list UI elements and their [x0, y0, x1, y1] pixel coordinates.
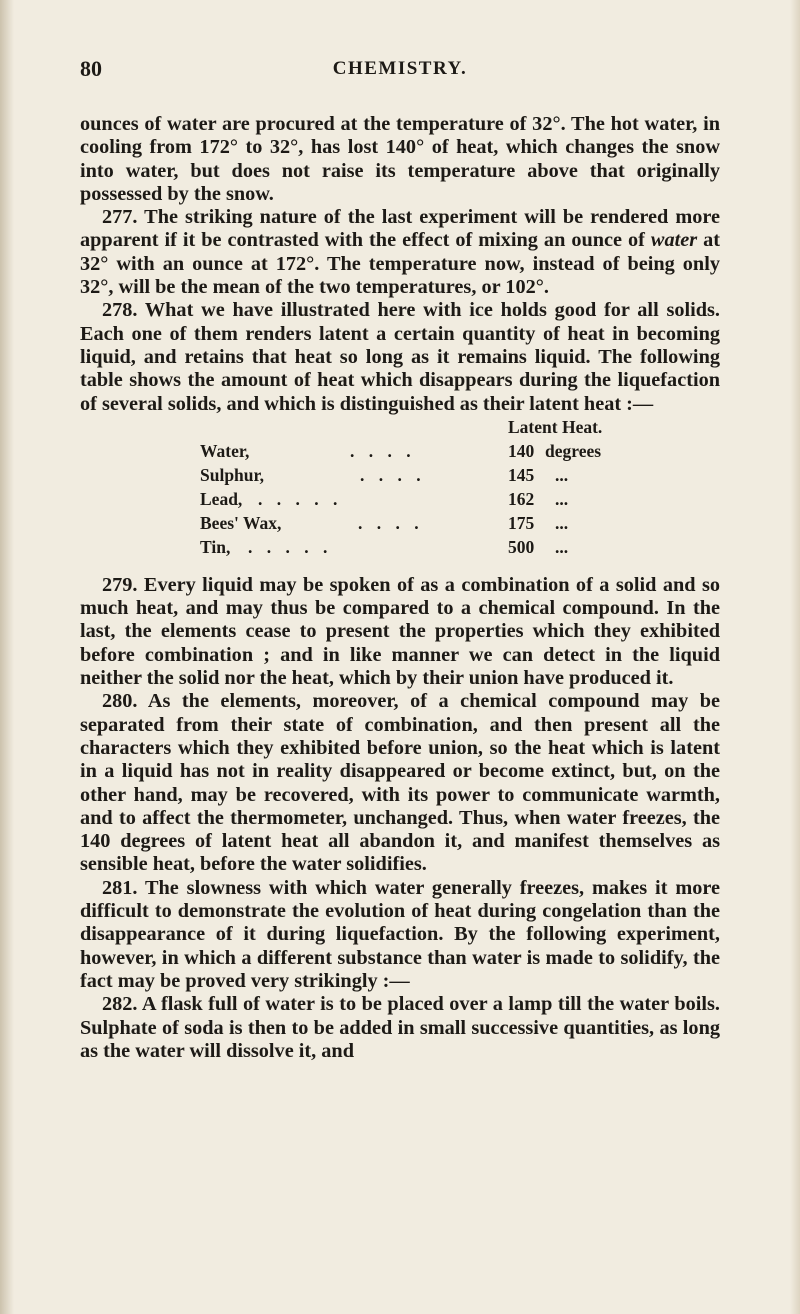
table-cell-unit: ...	[555, 512, 569, 533]
table-row	[200, 537, 720, 557]
table-cell-substance: Lead,	[200, 488, 243, 509]
body-text	[80, 113, 720, 1063]
paragraph-277	[80, 206, 720, 299]
table-row	[200, 465, 720, 485]
table-cell-substance: Sulphur,	[200, 464, 265, 485]
table-cell-substance: Water,	[200, 440, 250, 461]
paragraph-279: 279. Every liquid may be spoken of as a combination of a solid and so much heat, and may thus be compared to a chemical compound. In the last, the elements cease to present the properties which they exhibited before combination ; and in like manner we can detect in the liquid neither the solid nor the heat, which by their union have produced it.	[80, 573, 720, 690]
paragraph-280: 280. As the elements, moreover, of a chemical compound may be separated from their state of combination, and then present all the characters which they exhibited before union, so the heat which is latent in a liquid has not in reality disappeared or become extinct, but, on the other hand, may be recovered, with its power to communicate warmth, and to affect the thermometer, unchanged. Thus, when water freezes, the 140 degrees of latent heat all abandon it, and manifest themselves as sensible heat, before the water solidifies.	[80, 690, 720, 876]
page-header	[80, 56, 720, 86]
table-cell-unit: degrees	[545, 440, 602, 461]
table-row	[200, 489, 720, 509]
table-header: Latent Heat.	[508, 416, 603, 437]
table-leader-dots: . . . . .	[258, 488, 343, 509]
page-number: 80	[80, 56, 102, 81]
latent-heat-table	[80, 417, 720, 567]
table-cell-value: 162	[508, 488, 535, 509]
table-row	[200, 441, 720, 461]
table-leader-dots: . . . .	[358, 512, 424, 533]
table-row	[200, 513, 720, 533]
table-cell-value: 500	[508, 536, 535, 557]
table-cell-unit: ...	[555, 536, 569, 557]
paragraph-278: 278. What we have illustrated here with ice holds good for all solids. Each one of them renders latent a certain quantity of heat in becoming liquid, and retains that heat so long as it remains liquid. The following table shows the amount of heat which disappears during the liquefaction of several solids, and which is distinguished as their latent heat :—	[80, 299, 720, 415]
paragraph-277-emphasis: water	[650, 229, 698, 252]
table-cell-substance: Bees' Wax,	[200, 512, 282, 533]
table-cell-substance: Tin,	[200, 536, 231, 557]
table-cell-unit: ...	[555, 464, 569, 485]
table-cell-value: 140	[508, 440, 535, 461]
paragraph-intro: ounces of water are procured at the temperature of 32°. The hot water, in cooling from 172° to 32°, has lost 140° of heat, which changes the snow into water, but does not raise its temperature above that originally possessed by the snow.	[80, 113, 720, 205]
paragraph-277-part-b: at 32° with an ounce at 172°. The temperature now, instead of being only 32°, will be the mean of the two temperatures, or 102°.	[80, 229, 721, 299]
table-leader-dots: . . . .	[350, 440, 416, 461]
binding-edge	[0, 0, 14, 1314]
running-head: CHEMISTRY.	[332, 58, 468, 79]
table-cell-unit: ...	[555, 488, 569, 509]
paragraph-282: 282. A flask full of water is to be placed over a lamp till the water boils. Sulphate of soda is then to be added in small successive quantities, as long as the water will dissolve it, and	[80, 993, 720, 1062]
table-cell-value: 145	[508, 464, 535, 485]
table-leader-dots: . . . . .	[248, 536, 333, 557]
paragraph-277-part-a: 277. The striking nature of the last experiment will be rendered more apparent if it be contrasted with the effect of mixing an ounce of	[80, 206, 720, 252]
table-leader-dots: . . . .	[360, 464, 426, 485]
paragraph-281: 281. The slowness with which water generally freezes, makes it more difficult to demonstrate the evolution of heat during congelation than the disappearance of it during liquefaction. By the following experiment, however, in which a different substance than water is made to solidify, the fact may be proved very strikingly :—	[80, 876, 720, 992]
page-edge-shadow	[790, 0, 800, 1314]
table-cell-value: 175	[508, 512, 535, 533]
